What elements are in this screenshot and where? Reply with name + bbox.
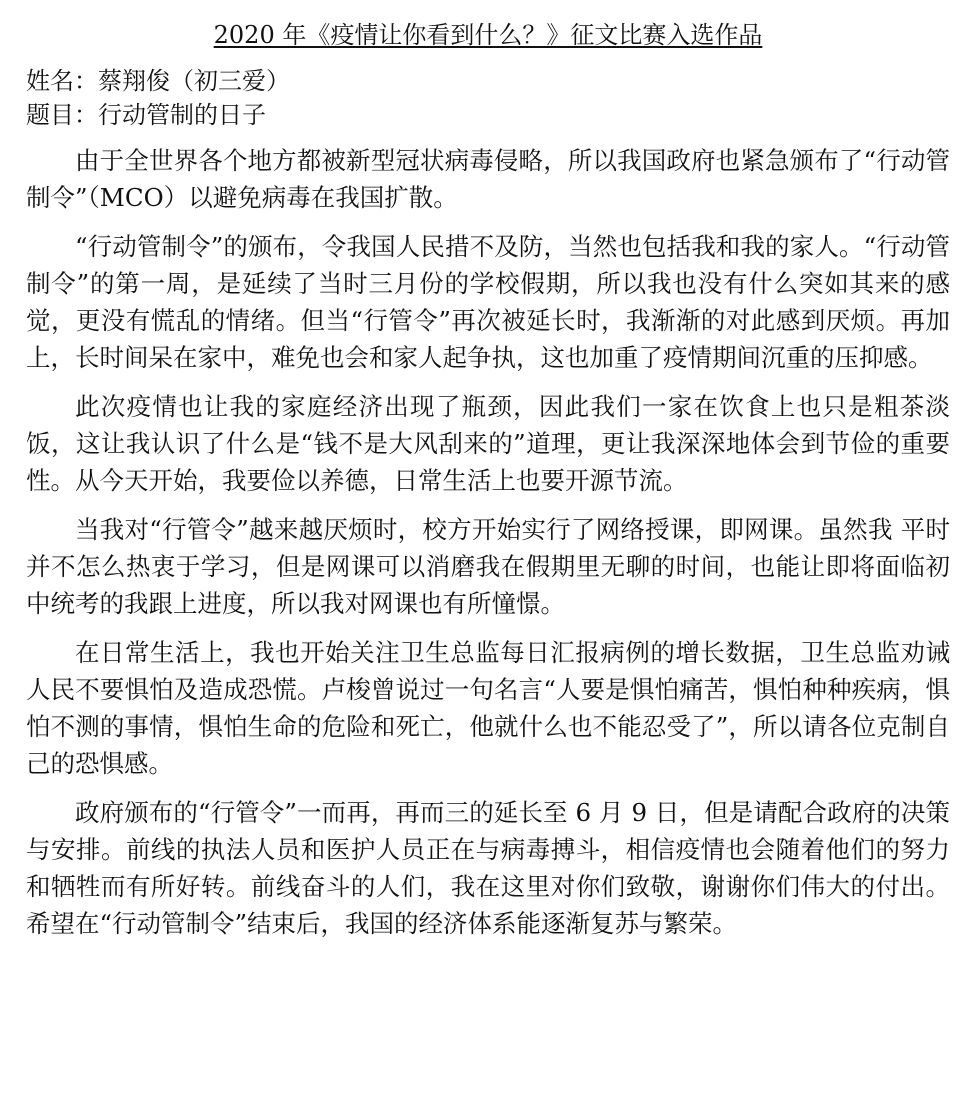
paragraph-1: 由于全世界各个地方都被新型冠状病毒侵略，所以我国政府也紧急颁布了“行动管制令”（MCO）以避免病毒在我国扩散。 <box>26 146 950 212</box>
paragraph-2: “行动管制令”的颁布，令我国人民措不及防，当然也包括我和我的家人。“行动管制令”的第一周，是延续了当时三月份的学校假期，所以我也没有什么突如其来的感觉，更没有慌乱的情绪。但当“行管令”再次被延长时，我渐渐的对此感到厌烦。再加上，长时间呆在家中，难免也会和家人起争执，这也加重了疫情期间沉重的压抑感。 <box>26 232 950 372</box>
document-page <box>26 0 950 954</box>
essay-body <box>26 142 950 942</box>
author-line: 姓名：蔡翔俊（初三爱） <box>26 67 290 95</box>
paragraph-6: 政府颁布的“行管令”一而再，再而三的延长至 6 月 9 日，但是请配合政府的决策与安排。前线的执法人员和医护人员正在与病毒搏斗，相信疫情也会随着他们的努力和牺牲而有所好转。前线奋斗的人们，我在这里对你们致敬，谢谢你们伟大的付出。希望在“行动管制令”结束后，我国的经济体系能逐渐复苏与繁荣。 <box>26 798 950 938</box>
topic-line: 题目：行动管制的日子 <box>26 101 266 129</box>
document-meta <box>26 64 950 132</box>
paragraph-3: 此次疫情也让我的家庭经济出现了瓶颈，因此我们一家在饮食上也只是粗茶淡饭，这让我认识了什么是“钱不是大风刮来的”道理，更让我深深地体会到节俭的重要性。从今天开始，我要俭以养德，日常生活上也要开源节流。 <box>26 392 950 495</box>
document-title: 2020 年《疫情让你看到什么？》征文比赛入选作品 <box>213 21 763 49</box>
paragraph-4: 当我对“行管令”越来越厌烦时，校方开始实行了网络授课，即网课。虽然我 平时并不怎么热衷于学习，但是网课可以消磨我在假期里无聊的时间，也能让即将面临初中统考的我跟上进度，所以我对网课也有所憧憬。 <box>26 515 950 618</box>
paragraph-5: 在日常生活上，我也开始关注卫生总监每日汇报病例的增长数据，卫生总监劝诫人民不要惧怕及造成恐慌。卢梭曾说过一句名言“人要是惧怕痛苦，惧怕种种疾病，惧怕不测的事情，惧怕生命的危险和死亡，他就什么也不能忍受了”，所以请各位克制自己的恐惧感。 <box>26 638 950 778</box>
